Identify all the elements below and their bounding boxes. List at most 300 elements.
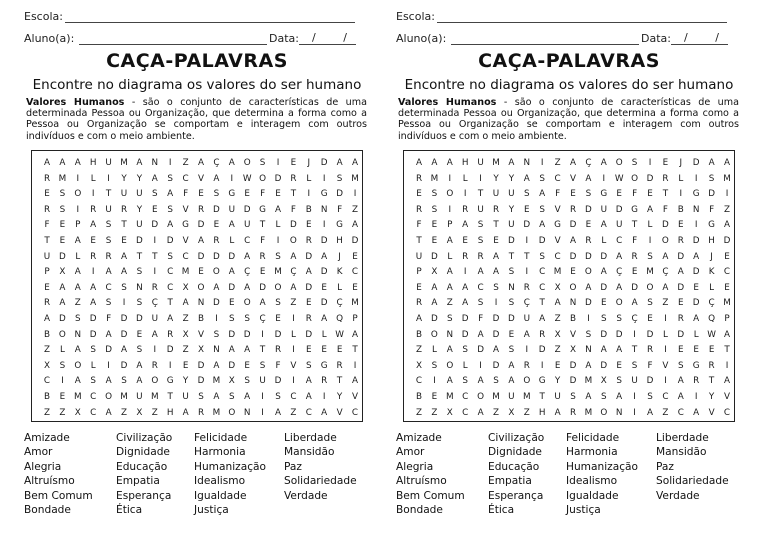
grid-letter[interactable]: Y [554,376,561,387]
grid-letter[interactable]: F [290,204,296,215]
grid-letter[interactable]: A [677,392,684,402]
grid-letter[interactable]: S [431,204,438,215]
grid-letter[interactable]: G [692,360,700,371]
grid-letter[interactable]: G [228,189,236,200]
grid-letter[interactable]: M [120,158,128,168]
grid-letter[interactable]: L [462,360,468,371]
grid-letter[interactable]: L [321,329,327,340]
grid-letter[interactable]: T [152,251,158,262]
grid-letter[interactable]: J [307,158,311,168]
grid-letter[interactable]: I [353,189,357,200]
student-line[interactable] [79,44,267,45]
grid-letter[interactable]: A [90,220,97,231]
grid-letter[interactable]: I [322,173,326,184]
grid-letter[interactable]: S [508,298,515,309]
grid-letter[interactable]: L [693,329,699,340]
grid-letter[interactable]: S [198,392,204,402]
grid-letter[interactable]: S [259,158,266,168]
grid-letter[interactable]: N [243,407,251,418]
grid-letter[interactable]: E [678,220,684,231]
grid-letter[interactable]: E [198,267,204,278]
grid-letter[interactable]: R [415,204,423,215]
grid-letter[interactable]: D [677,251,685,262]
grid-letter[interactable]: D [692,158,700,168]
grid-letter[interactable]: F [555,189,561,200]
grid-letter[interactable]: Z [74,298,81,309]
grid-letter[interactable]: T [631,220,638,231]
grid-letter[interactable]: A [693,407,700,418]
grid-letter[interactable]: L [431,345,437,356]
grid-letter[interactable]: Q [336,314,344,324]
grid-letter[interactable]: C [182,251,189,262]
grid-letter[interactable]: N [197,298,205,309]
grid-letter[interactable]: S [462,376,468,387]
grid-letter[interactable]: A [693,314,700,324]
grid-letter[interactable]: Z [415,345,423,356]
grid-letter[interactable]: Y [708,392,715,402]
grid-letter[interactable]: O [615,158,623,168]
grid-letter[interactable]: A [646,407,654,418]
grid-letter[interactable]: U [477,204,484,215]
grid-letter[interactable]: A [105,376,112,387]
grid-letter[interactable]: M [274,267,282,278]
grid-letter[interactable]: J [679,158,683,168]
grid-letter[interactable]: V [708,407,715,418]
grid-letter[interactable]: E [336,345,343,356]
grid-letter[interactable]: D [692,236,700,246]
grid-letter[interactable]: A [616,282,623,293]
grid-letter[interactable]: D [615,329,623,340]
grid-letter[interactable]: M [151,392,159,402]
grid-letter[interactable]: Ç [259,314,266,324]
grid-letter[interactable]: E [244,189,250,200]
grid-letter[interactable]: I [664,345,667,356]
grid-letter[interactable]: L [290,329,296,340]
grid-letter[interactable]: D [197,220,205,231]
grid-letter[interactable]: A [585,360,592,371]
grid-letter[interactable]: M [584,407,593,418]
grid-letter[interactable]: I [215,314,218,324]
grid-letter[interactable]: A [446,236,453,246]
grid-letter[interactable]: A [431,158,438,168]
grid-letter[interactable]: E [306,345,312,356]
grid-letter[interactable]: R [462,251,469,262]
grid-letter[interactable]: E [321,282,327,293]
grid-letter[interactable]: S [213,189,220,200]
grid-letter[interactable]: A [446,158,453,168]
grid-letter[interactable]: E [121,236,127,246]
grid-letter[interactable]: M [723,173,731,184]
grid-letter[interactable]: Z [554,158,561,168]
grid-letter[interactable]: G [182,220,189,231]
grid-letter[interactable]: I [433,376,436,387]
grid-letter[interactable]: A [492,267,500,278]
grid-letter[interactable]: R [151,360,158,371]
grid-letter[interactable]: O [523,376,531,387]
grid-letter[interactable]: P [724,314,730,324]
grid-letter[interactable]: A [105,329,112,340]
grid-letter[interactable]: U [631,376,638,387]
grid-letter[interactable]: N [151,158,159,168]
grid-letter[interactable]: W [707,329,716,340]
grid-letter[interactable]: S [244,314,250,324]
grid-letter[interactable]: H [166,407,174,418]
grid-letter[interactable]: D [492,314,500,324]
grid-letter[interactable]: E [524,204,530,215]
grid-letter[interactable]: T [121,220,127,231]
grid-letter[interactable]: X [554,329,561,340]
grid-letter[interactable]: I [353,360,357,371]
grid-letter[interactable]: D [120,314,128,324]
grid-letter[interactable]: I [525,236,529,246]
grid-letter[interactable]: D [305,251,313,262]
grid-letter[interactable]: A [151,173,158,184]
grid-letter[interactable]: A [693,251,700,262]
grid-letter[interactable]: L [90,360,96,371]
grid-letter[interactable]: X [59,267,66,278]
grid-letter[interactable]: D [600,329,608,340]
grid-letter[interactable]: G [708,220,715,231]
grid-letter[interactable]: A [274,204,282,215]
grid-letter[interactable]: I [322,392,326,402]
grid-letter[interactable]: A [477,329,484,340]
grid-letter[interactable]: O [446,360,454,371]
grid-letter[interactable]: I [76,173,80,184]
grid-letter[interactable]: F [183,189,189,200]
grid-letter[interactable]: D [320,158,328,168]
grid-letter[interactable]: S [616,376,622,387]
grid-letter[interactable]: I [679,189,683,200]
grid-letter[interactable]: U [523,314,531,324]
grid-letter[interactable]: V [182,204,189,215]
grid-letter[interactable]: C [554,251,561,262]
grid-letter[interactable]: D [120,329,128,340]
grid-letter[interactable]: E [678,298,684,309]
grid-letter[interactable]: E [229,298,235,309]
grid-letter[interactable]: A [662,282,669,293]
grid-letter[interactable]: R [43,173,51,184]
grid-letter[interactable]: Y [493,173,499,184]
grid-letter[interactable]: T [524,251,530,262]
grid-letter[interactable]: A [351,329,359,340]
grid-letter[interactable]: R [321,376,328,387]
grid-letter[interactable]: A [351,220,359,231]
grid-letter[interactable]: F [632,236,638,246]
grid-letter[interactable]: O [274,282,282,293]
grid-letter[interactable]: Q [708,314,716,324]
grid-letter[interactable]: R [477,251,484,262]
grid-letter[interactable]: S [678,360,684,371]
grid-letter[interactable]: S [275,298,281,309]
grid-letter[interactable]: S [601,314,607,324]
grid-letter[interactable]: A [508,360,515,371]
grid-letter[interactable]: R [523,360,530,371]
grid-letter[interactable]: I [540,158,544,168]
grid-letter[interactable]: A [305,376,312,387]
grid-letter[interactable]: A [646,204,654,215]
grid-letter[interactable]: T [416,236,422,246]
grid-letter[interactable]: Y [182,376,189,387]
grid-letter[interactable]: S [431,189,438,200]
grid-letter[interactable]: H [708,236,715,246]
grid-letter[interactable]: I [694,392,698,402]
grid-letter[interactable]: R [290,173,297,184]
grid-letter[interactable]: R [336,360,343,371]
grid-letter[interactable]: Ç [662,267,669,278]
grid-letter[interactable]: S [229,392,235,402]
grid-letter[interactable]: D [305,282,313,293]
grid-letter[interactable]: S [90,376,96,387]
grid-letter[interactable]: E [616,189,622,200]
grid-letter[interactable]: Ç [631,314,638,324]
grid-letter[interactable]: A [462,298,469,309]
grid-letter[interactable]: C [90,392,97,402]
grid-letter[interactable]: A [74,236,81,246]
grid-letter[interactable]: P [447,220,453,231]
grid-letter[interactable]: M [351,298,359,309]
grid-letter[interactable]: T [259,220,266,231]
grid-letter[interactable]: Z [43,407,51,418]
grid-letter[interactable]: E [570,267,576,278]
grid-letter[interactable]: S [647,251,653,262]
grid-letter[interactable]: I [448,204,452,215]
grid-letter[interactable]: O [58,329,66,340]
grid-letter[interactable]: U [136,220,143,231]
grid-letter[interactable]: A [213,173,220,184]
grid-letter[interactable]: X [74,407,81,418]
grid-letter[interactable]: C [677,407,684,418]
grid-letter[interactable]: O [74,360,82,371]
grid-letter[interactable]: O [197,282,205,293]
grid-letter[interactable]: X [197,345,205,356]
grid-letter[interactable]: R [167,329,174,340]
grid-letter[interactable]: D [274,329,282,340]
grid-letter[interactable]: S [121,376,127,387]
grid-letter[interactable]: A [90,282,97,293]
grid-letter[interactable]: Y [121,173,127,184]
grid-letter[interactable]: S [585,329,592,340]
grid-letter[interactable]: O [74,189,82,200]
grid-letter[interactable]: H [89,158,97,168]
grid-letter[interactable]: P [416,267,422,278]
grid-letter[interactable]: I [261,329,264,340]
grid-letter[interactable]: L [75,251,81,262]
grid-letter[interactable]: A [523,329,530,340]
grid-letter[interactable]: D [492,329,500,340]
grid-letter[interactable]: E [416,189,422,200]
grid-letter[interactable]: C [167,267,174,278]
grid-letter[interactable]: A [151,329,158,340]
grid-letter[interactable]: D [677,282,685,293]
grid-letter[interactable]: D [523,220,531,231]
grid-letter[interactable]: D [59,251,66,262]
grid-letter[interactable]: Z [151,407,158,418]
grid-letter[interactable]: R [693,376,700,387]
grid-letter[interactable]: S [585,189,592,200]
grid-letter[interactable]: S [647,298,653,309]
grid-letter[interactable]: A [182,407,189,418]
grid-letter[interactable]: A [105,267,112,278]
grid-letter[interactable]: Z [662,298,669,309]
grid-letter[interactable]: F [709,204,715,215]
grid-letter[interactable]: I [76,204,80,215]
grid-letter[interactable]: S [59,360,66,371]
grid-letter[interactable]: R [569,407,577,418]
grid-letter[interactable]: S [616,314,622,324]
grid-letter[interactable]: P [352,314,358,324]
grid-letter[interactable]: D [197,376,205,387]
grid-letter[interactable]: T [290,189,297,200]
grid-letter[interactable]: S [493,376,499,387]
grid-letter[interactable]: S [275,392,281,402]
grid-letter[interactable]: A [585,392,592,402]
grid-letter[interactable]: G [631,204,638,215]
grid-letter[interactable]: F [416,220,422,231]
grid-letter[interactable]: W [242,173,252,184]
grid-letter[interactable]: D [492,360,500,371]
grid-letter[interactable]: D [320,236,328,246]
grid-letter[interactable]: X [431,267,438,278]
grid-letter[interactable]: D [120,360,128,371]
grid-letter[interactable]: Ç [290,267,297,278]
grid-letter[interactable]: O [446,189,454,200]
grid-letter[interactable]: S [167,251,173,262]
grid-letter[interactable]: C [539,282,546,293]
grid-letter[interactable]: C [462,407,469,418]
grid-letter[interactable]: R [259,251,266,262]
grid-letter[interactable]: D [646,173,654,184]
grid-letter[interactable]: S [90,345,96,356]
grid-letter[interactable]: O [631,173,639,184]
grid-letter[interactable]: H [336,236,343,246]
grid-letter[interactable]: Z [290,298,297,309]
grid-letter[interactable]: I [664,314,667,324]
grid-letter[interactable]: S [631,158,638,168]
grid-letter[interactable]: J [338,251,341,262]
grid-letter[interactable]: C [477,282,484,293]
grid-letter[interactable]: R [631,251,638,262]
grid-letter[interactable]: E [352,251,358,262]
grid-letter[interactable]: U [477,158,484,168]
grid-letter[interactable]: B [569,314,577,324]
grid-letter[interactable]: M [212,376,221,387]
grid-letter[interactable]: U [151,314,159,324]
grid-letter[interactable]: U [243,220,251,231]
grid-letter[interactable]: T [477,189,484,200]
grid-letter[interactable]: R [677,314,684,324]
grid-letter[interactable]: K [336,267,343,278]
grid-letter[interactable]: A [600,345,607,356]
grid-letter[interactable]: E [306,220,312,231]
grid-letter[interactable]: U [136,189,143,200]
grid-letter[interactable]: V [182,236,189,246]
grid-letter[interactable]: N [615,407,623,418]
grid-letter[interactable]: X [554,282,561,293]
grid-letter[interactable]: A [167,189,174,200]
grid-letter[interactable]: U [105,158,112,168]
grid-letter[interactable]: T [136,251,143,262]
grid-letter[interactable]: S [477,236,484,246]
grid-letter[interactable]: D [89,329,97,340]
grid-letter[interactable]: S [105,298,112,309]
grid-letter[interactable]: A [446,267,453,278]
grid-letter[interactable]: L [306,173,312,184]
grid-letter[interactable]: U [259,376,266,387]
grid-letter[interactable]: A [213,282,220,293]
grid-letter[interactable]: A [136,360,143,371]
grid-letter[interactable]: E [570,189,576,200]
grid-letter[interactable]: E [44,282,50,293]
grid-letter[interactable]: D [600,251,608,262]
grid-letter[interactable]: Ç [244,267,251,278]
grid-letter[interactable]: R [105,251,112,262]
grid-letter[interactable]: I [307,189,311,200]
grid-letter[interactable]: A [477,267,484,278]
grid-letter[interactable]: F [337,204,343,215]
grid-letter[interactable]: D [274,173,282,184]
grid-letter[interactable]: S [275,251,281,262]
grid-letter[interactable]: A [462,220,469,231]
grid-letter[interactable]: Z [415,407,423,418]
grid-letter[interactable]: E [693,282,699,293]
grid-letter[interactable]: A [59,298,66,309]
grid-letter[interactable]: A [431,282,438,293]
grid-letter[interactable]: J [710,251,713,262]
grid-letter[interactable]: L [662,329,668,340]
grid-letter[interactable]: D [59,314,66,324]
grid-letter[interactable]: G [320,360,328,371]
grid-letter[interactable]: V [569,329,577,340]
grid-letter[interactable]: D [461,314,469,324]
grid-letter[interactable]: I [664,376,667,387]
grid-letter[interactable]: S [259,360,266,371]
grid-letter[interactable]: I [261,407,264,418]
school-line[interactable] [65,22,355,23]
grid-letter[interactable]: E [647,314,653,324]
grid-letter[interactable]: D [89,314,97,324]
grid-letter[interactable]: U [508,189,515,200]
grid-letter[interactable]: F [647,360,653,371]
grid-letter[interactable]: D [723,236,731,246]
grid-letter[interactable]: D [569,360,577,371]
grid-letter[interactable]: I [261,392,264,402]
grid-letter[interactable]: S [244,376,250,387]
grid-letter[interactable]: M [492,392,500,402]
grid-letter[interactable]: I [91,189,95,200]
grid-letter[interactable]: I [633,329,636,340]
grid-letter[interactable]: C [167,282,174,293]
grid-letter[interactable]: T [105,189,112,200]
grid-letter[interactable]: S [508,345,515,356]
grid-letter[interactable]: D [569,251,577,262]
grid-letter[interactable]: A [59,158,66,168]
grid-letter[interactable]: A [539,220,546,231]
grid-letter[interactable]: R [151,282,158,293]
grid-letter[interactable]: A [492,251,500,262]
grid-letter[interactable]: C [43,376,51,387]
grid-letter[interactable]: S [447,314,453,324]
grid-letter[interactable]: A [523,173,530,184]
grid-letter[interactable]: S [477,298,484,309]
grid-letter[interactable]: I [633,407,636,418]
grid-letter[interactable]: U [120,189,128,200]
grid-letter[interactable]: A [569,158,577,168]
grid-letter[interactable]: D [228,329,236,340]
grid-letter[interactable]: P [75,220,81,231]
grid-letter[interactable]: I [107,360,110,371]
grid-letter[interactable]: A [600,220,607,231]
grid-letter[interactable]: T [724,345,730,356]
